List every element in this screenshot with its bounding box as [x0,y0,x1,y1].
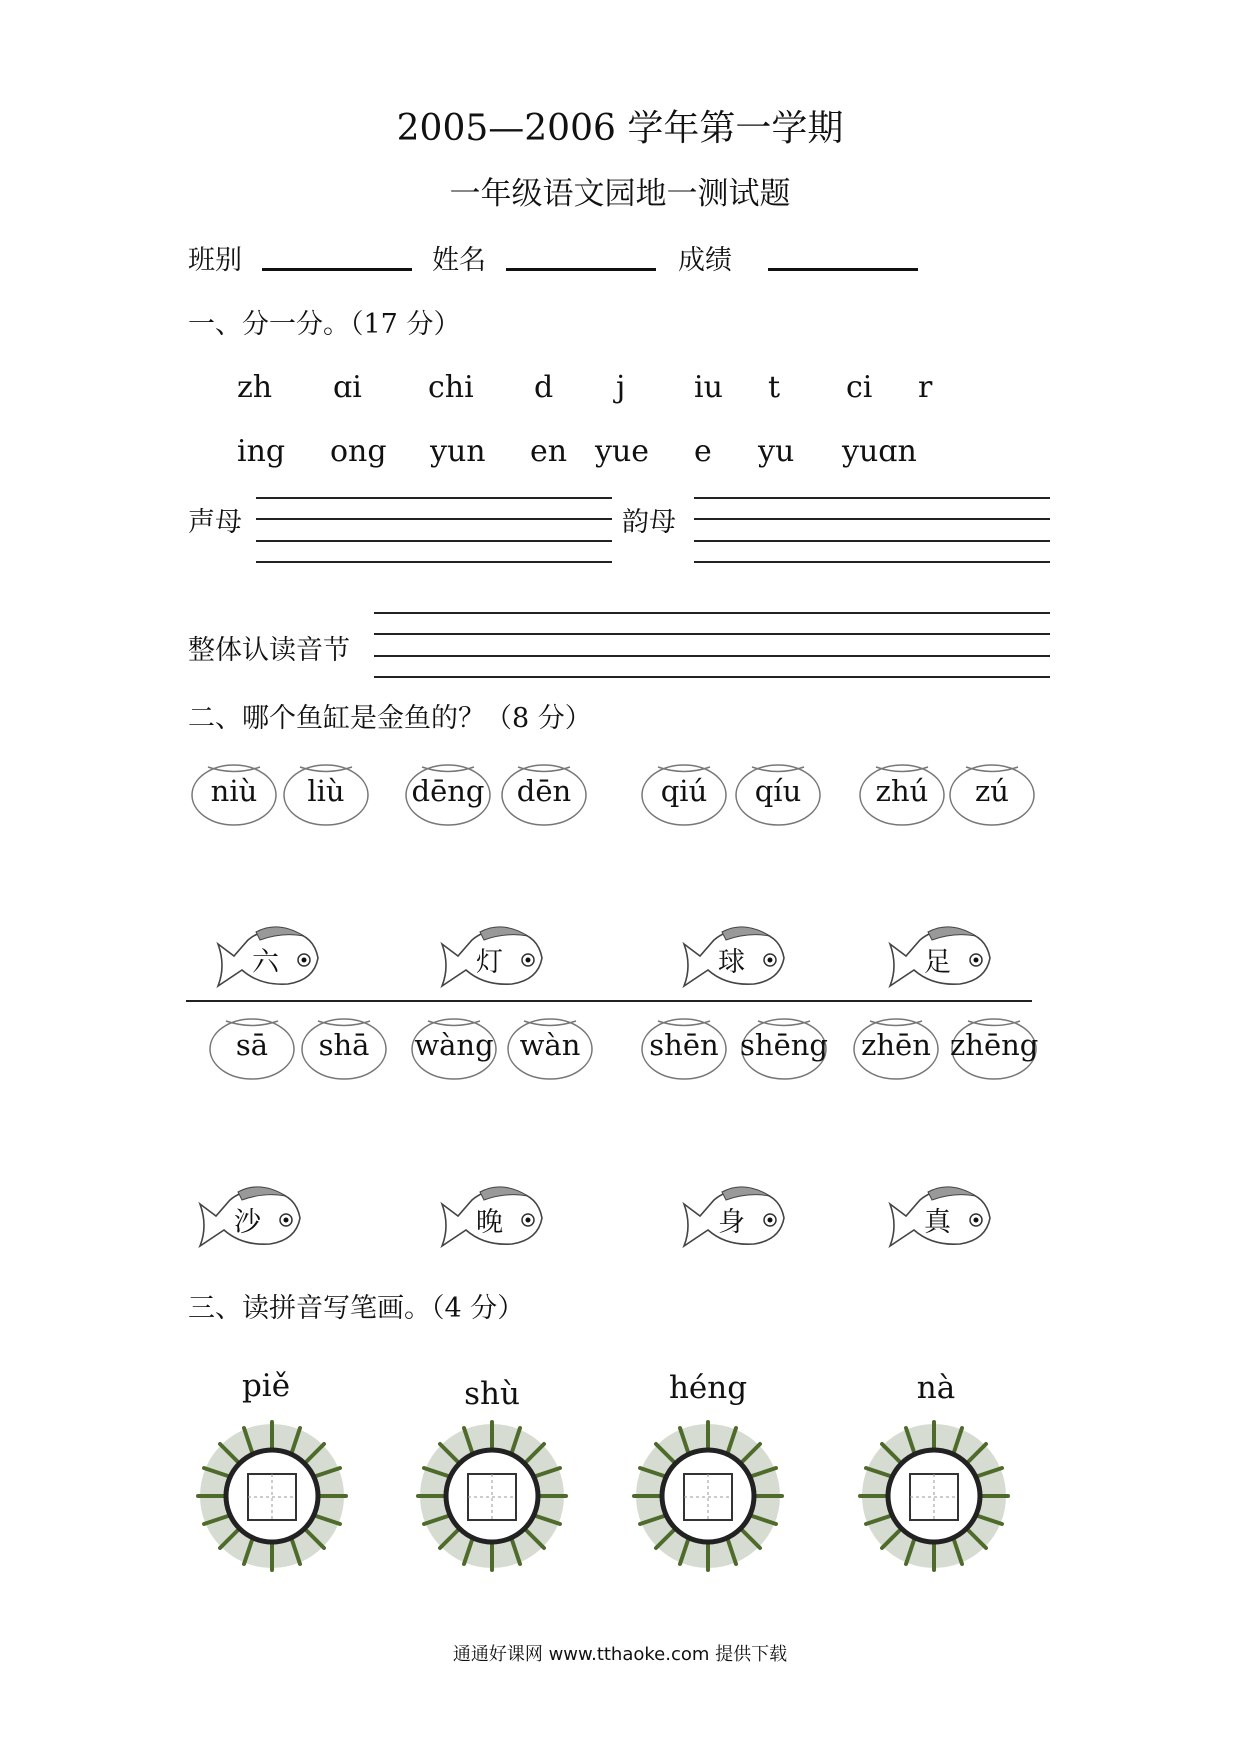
stroke-pinyin: piě [241,1368,291,1404]
pinyin-item: ing [237,434,286,469]
pinyin-item: ong [330,434,387,469]
whole-syllable-label: 整体认读音节 [188,635,350,666]
writing-grid-sun[interactable] [194,1418,350,1574]
pinyin-item: zh [237,370,273,405]
whole-syllable-line[interactable] [374,633,1050,635]
fishbowl[interactable] [500,758,588,826]
fishbowl[interactable] [208,1012,296,1080]
fishbowl[interactable] [640,1012,728,1080]
goldfish-icon [190,1182,308,1252]
pinyin-item: j [616,370,626,405]
pinyin-item: r [918,370,933,405]
name-label: 姓名 [432,245,486,276]
fishbowl[interactable] [410,1012,498,1080]
fish-character: 六 [252,947,279,978]
bowl-pinyin: wàng [414,1028,494,1062]
finals-line[interactable] [694,561,1050,563]
bowl-pinyin: liù [307,774,345,808]
pinyin-item: d [534,370,554,405]
fishbowl[interactable] [190,758,278,826]
fishbowl[interactable] [858,758,946,826]
goldfish-icon [674,1182,792,1252]
section1-heading: 一、分一分。（17 分） [188,309,461,340]
page-title: 2005—2006 学年第一学期 [396,108,844,149]
class-blank[interactable] [262,268,412,271]
pinyin-item: en [530,434,568,469]
goldfish-icon [880,922,998,992]
bowl-pinyin: dēn [516,774,572,808]
pinyin-item: e [694,434,712,469]
pinyin-item: ɑi [333,370,362,405]
fishbowl[interactable] [300,1012,388,1080]
goldfish-icon [674,922,792,992]
bowl-pinyin: shēng [740,1028,828,1062]
writing-grid-sun[interactable] [414,1418,570,1574]
goldfish-icon [880,1182,998,1252]
writing-grid-sun[interactable] [630,1418,786,1574]
pinyin-item: yue [595,434,650,469]
name-blank[interactable] [506,268,656,271]
initials-line[interactable] [256,497,612,499]
score-label: 成绩 [678,245,732,276]
whole-syllable-line[interactable] [374,612,1050,614]
fish-character: 球 [718,947,745,978]
page-subtitle: 一年级语文园地一测试题 [449,176,791,212]
fish-character: 沙 [234,1207,261,1238]
fishbowl[interactable] [640,758,728,826]
bowl-pinyin: qíu [754,774,802,808]
fish-character: 身 [718,1207,745,1238]
fishbowl[interactable] [506,1012,594,1080]
pinyin-item: yuɑn [842,434,917,469]
finals-line[interactable] [694,540,1050,542]
bowl-pinyin: zhú [875,774,929,808]
pinyin-item: ci [846,370,873,405]
bowl-pinyin: zhēn [861,1028,931,1062]
fishbowl[interactable] [404,758,492,826]
initials-line[interactable] [256,561,612,563]
finals-label: 韵母 [622,507,676,538]
fish-character: 灯 [476,947,503,978]
bowl-pinyin: zhēng [950,1028,1039,1062]
fishbowl[interactable] [734,758,822,826]
fishbowl[interactable] [740,1012,828,1080]
divider-line [186,1000,1032,1002]
bowl-pinyin: dēng [411,774,485,808]
footer-source: 通通好课网 www.tthaoke.com 提供下载 [452,1644,788,1665]
class-label: 班别 [188,245,242,276]
bowl-pinyin: sā [235,1028,269,1062]
pinyin-item: chi [428,370,474,405]
goldfish-icon [432,1182,550,1252]
pinyin-item: iu [694,370,723,405]
initials-label: 声母 [188,507,242,538]
pinyin-item: yu [758,434,795,469]
bowl-pinyin: niù [210,774,258,808]
bowl-pinyin: zú [975,774,1009,808]
section2-heading: 二、哪个鱼缸是金鱼的？（8 分） [188,703,592,734]
goldfish-icon [208,922,326,992]
finals-line[interactable] [694,497,1050,499]
whole-syllable-line[interactable] [374,676,1050,678]
fishbowl[interactable] [852,1012,940,1080]
fish-character: 足 [924,947,951,978]
bowl-pinyin: shā [318,1028,370,1062]
score-blank[interactable] [768,268,918,271]
fish-character: 晚 [476,1207,503,1238]
initials-line[interactable] [256,518,612,520]
initials-line[interactable] [256,540,612,542]
finals-line[interactable] [694,518,1050,520]
fish-character: 真 [924,1207,951,1238]
fishbowl[interactable] [950,1012,1038,1080]
bowl-pinyin: wàn [519,1028,581,1062]
whole-syllable-line[interactable] [374,655,1050,657]
bowl-pinyin: shēn [649,1028,719,1062]
bowl-pinyin: qiú [660,774,708,808]
stroke-pinyin: héng [668,1370,748,1406]
fishbowl[interactable] [948,758,1036,826]
stroke-pinyin: shù [464,1376,520,1412]
section3-heading: 三、读拼音写笔画。（4 分） [188,1293,525,1324]
stroke-pinyin: nà [916,1370,956,1406]
fishbowl[interactable] [282,758,370,826]
goldfish-icon [432,922,550,992]
writing-grid-sun[interactable] [856,1418,1012,1574]
pinyin-item: yun [430,434,486,469]
pinyin-item: t [768,370,781,405]
